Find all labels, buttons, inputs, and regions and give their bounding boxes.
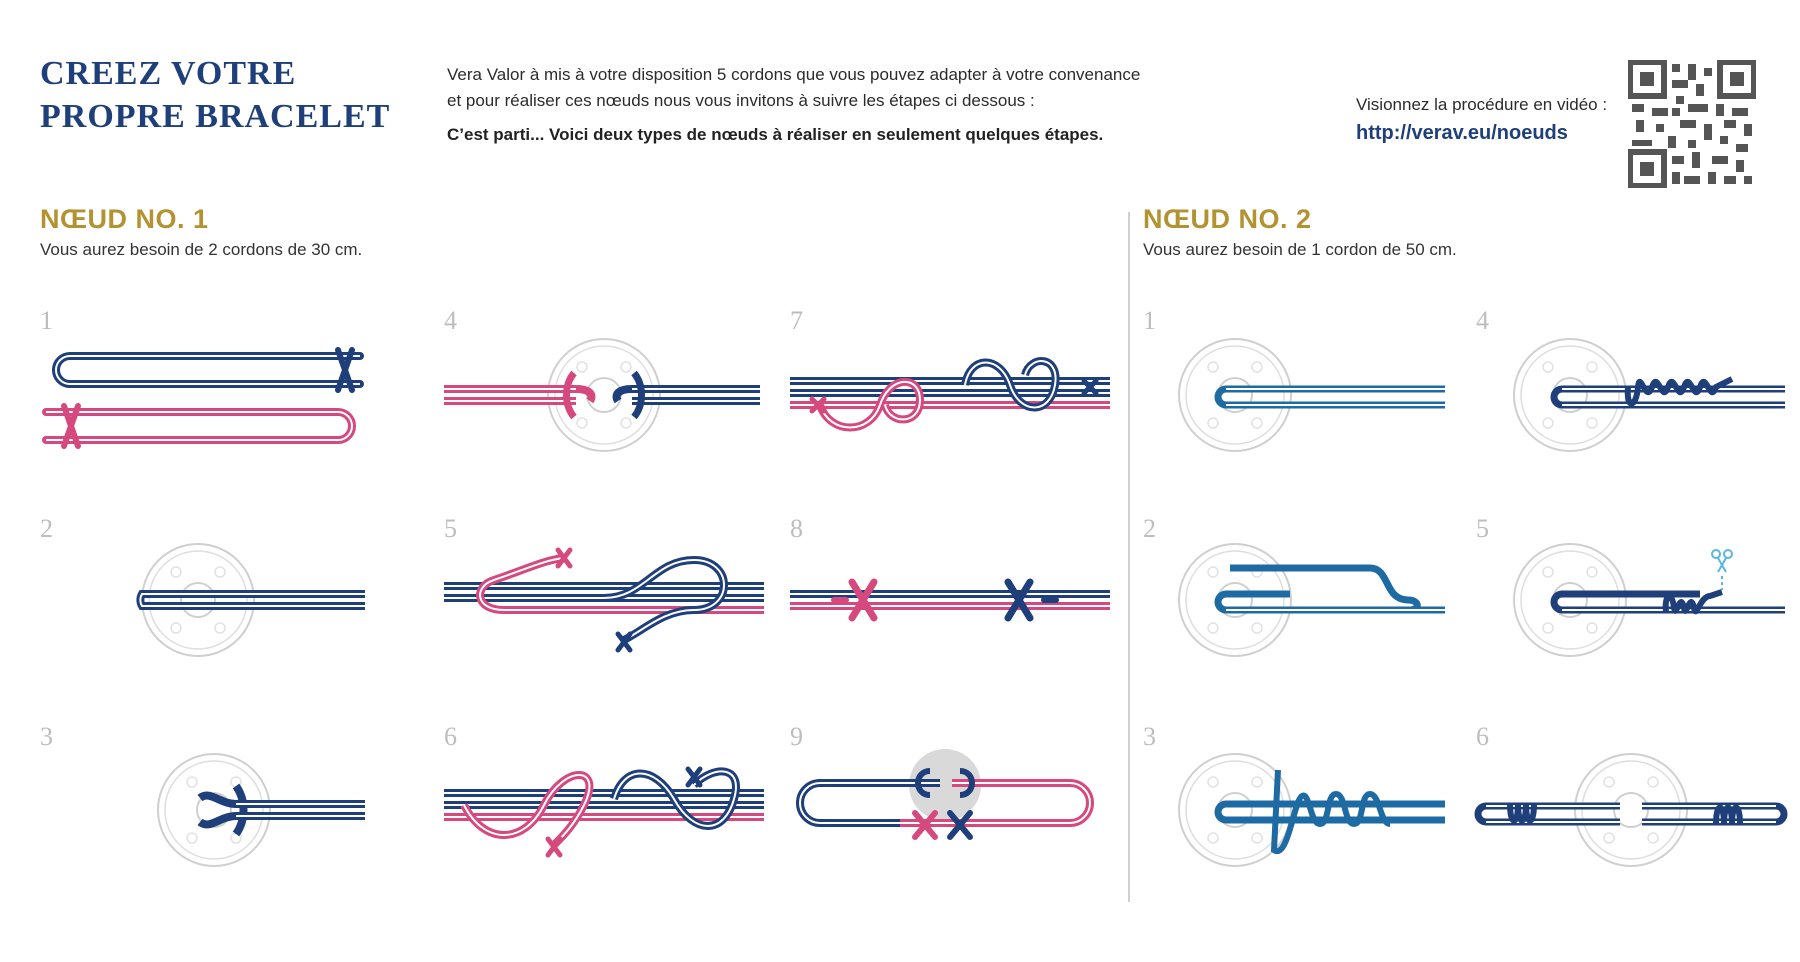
knot2-step-2-illustration	[1170, 540, 1450, 660]
knot1-step-6-number: 6	[444, 722, 457, 751]
knot1-step-9-illustration	[790, 745, 1110, 865]
knot2-step-5-number: 5	[1476, 514, 1489, 543]
knot1-step-4-illustration	[444, 335, 764, 455]
knot2-step-4-number: 4	[1476, 306, 1489, 335]
intro-text	[447, 62, 1167, 148]
coin-icon	[1179, 544, 1291, 656]
intro-line-1: Vera Valor à mis à votre disposition 5 cordons que vous pouvez adapter à votre convenance	[447, 65, 1141, 84]
knot2-title: NŒUD NO. 2	[1143, 204, 1312, 234]
qr-code-icon[interactable]	[1628, 60, 1756, 188]
coin-icon	[158, 754, 270, 866]
knot1-step-9-number: 9	[790, 722, 803, 751]
knot1-subtitle: Vous aurez besoin de 2 cordons de 30 cm.	[40, 240, 363, 259]
coin-icon	[1514, 544, 1626, 656]
title-line-1: CREEZ VOTRE	[40, 55, 297, 92]
coin-icon	[1575, 754, 1687, 866]
knot2-step-3-number: 3	[1143, 722, 1156, 751]
knot1-step-1-number: 1	[40, 306, 53, 335]
intro-line-2: et pour réaliser ces nœuds nous vous invitons à suivre les étapes ci dessous :	[447, 91, 1035, 110]
knot1-step-3-number: 3	[40, 722, 53, 751]
knot1-step-7-number: 7	[790, 306, 803, 335]
knot1-step-2-number: 2	[40, 514, 53, 543]
knot2-subtitle: Vous aurez besoin de 1 cordon de 50 cm.	[1143, 240, 1457, 259]
video-link[interactable]: http://verav.eu/noeuds	[1356, 122, 1568, 144]
knot2-step-4-illustration	[1510, 335, 1790, 455]
knot2-step-6-number: 6	[1476, 722, 1489, 751]
intro-bold-line: C’est parti... Voici deux types de nœuds à réaliser en seulement quelques étapes.	[447, 125, 1104, 144]
scissors-icon	[1712, 550, 1732, 590]
knot2-step-1-number: 1	[1143, 306, 1156, 335]
knot1-step-3-illustration	[140, 750, 370, 870]
knot1-step-5-number: 5	[444, 514, 457, 543]
coin-icon	[142, 544, 254, 656]
knot2-step-5-illustration	[1510, 540, 1790, 660]
coin-icon	[1514, 339, 1626, 451]
knot2-step-3-illustration	[1170, 750, 1450, 870]
section-divider	[1128, 212, 1130, 902]
video-label: Visionnez la procédure en vidéo :	[1356, 95, 1608, 114]
title-line-2: PROPRE BRACELET	[40, 98, 391, 135]
page-title	[40, 52, 390, 138]
video-info	[1356, 92, 1607, 146]
knot1-step-7-illustration	[790, 345, 1110, 455]
coin-icon	[1179, 339, 1291, 451]
knot1-title: NŒUD NO. 1	[40, 204, 209, 234]
knot1-step-5-illustration	[444, 550, 764, 660]
knot1-step-1-illustration	[40, 340, 370, 440]
knot1-step-8-number: 8	[790, 514, 803, 543]
knot1-step-8-illustration	[790, 570, 1110, 630]
knot1-step-4-number: 4	[444, 306, 457, 335]
knot1-step-6-illustration	[444, 755, 764, 865]
knot2-step-2-number: 2	[1143, 514, 1156, 543]
knot2-step-1-illustration	[1170, 335, 1450, 455]
knot2-step-6-illustration	[1466, 750, 1796, 870]
knot1-step-2-illustration	[120, 540, 370, 660]
